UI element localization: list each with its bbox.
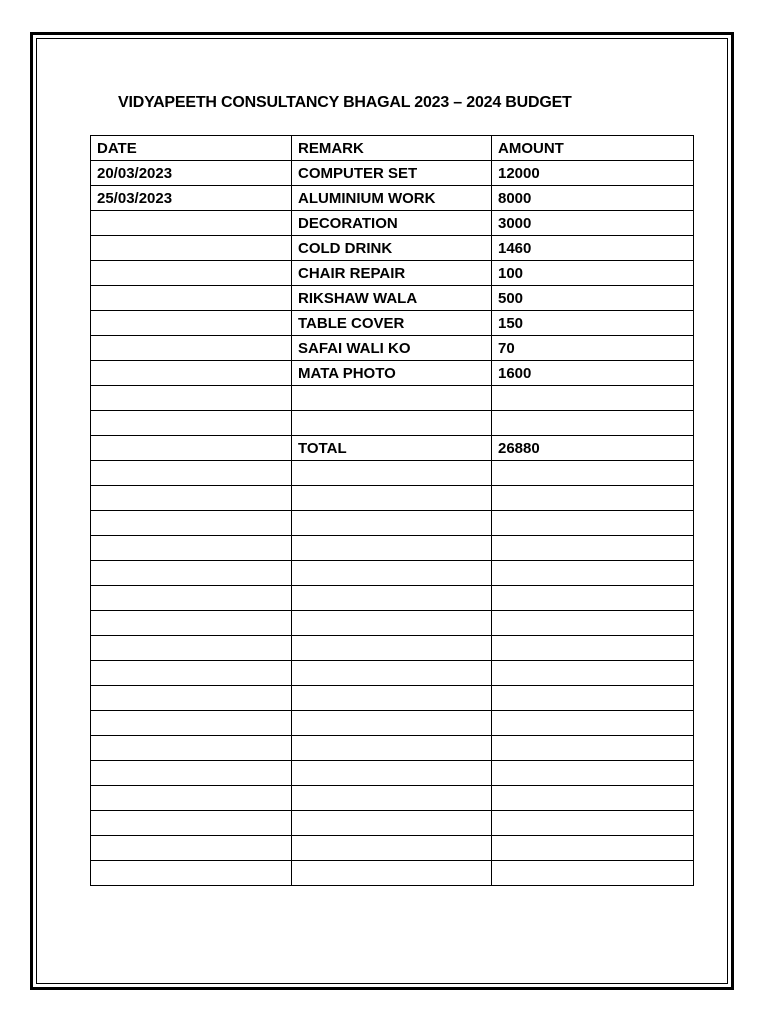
date-cell — [91, 386, 292, 411]
remark-cell: COMPUTER SET — [292, 161, 492, 186]
date-cell — [91, 711, 292, 736]
date-cell — [91, 286, 292, 311]
table-row — [91, 811, 694, 836]
remark-cell — [292, 661, 492, 686]
amount-cell: 8000 — [492, 186, 694, 211]
table-row — [91, 211, 694, 236]
budget-table-body — [91, 136, 694, 886]
amount-cell: 26880 — [492, 436, 694, 461]
table-row — [91, 311, 694, 336]
date-cell — [91, 586, 292, 611]
amount-cell: 100 — [492, 261, 694, 286]
date-cell — [91, 436, 292, 461]
header-remark: REMARK — [292, 136, 492, 161]
amount-cell — [492, 736, 694, 761]
amount-cell — [492, 861, 694, 886]
date-cell: 20/03/2023 — [91, 161, 292, 186]
date-cell — [91, 211, 292, 236]
date-cell — [91, 811, 292, 836]
amount-cell: 500 — [492, 286, 694, 311]
table-row — [91, 511, 694, 536]
amount-cell — [492, 836, 694, 861]
remark-cell: TABLE COVER — [292, 311, 492, 336]
date-cell — [91, 786, 292, 811]
date-cell — [91, 536, 292, 561]
date-cell — [91, 736, 292, 761]
date-cell — [91, 636, 292, 661]
amount-cell — [492, 686, 694, 711]
remark-cell — [292, 811, 492, 836]
amount-cell — [492, 486, 694, 511]
table-row — [91, 611, 694, 636]
table-row — [91, 861, 694, 886]
date-cell — [91, 686, 292, 711]
remark-cell — [292, 536, 492, 561]
amount-cell — [492, 711, 694, 736]
document-title: VIDYAPEETH CONSULTANCY BHAGAL 2023 – 2024 BUDGET — [118, 94, 572, 111]
table-row — [91, 186, 694, 211]
table-row — [91, 786, 694, 811]
remark-cell — [292, 561, 492, 586]
remark-cell — [292, 836, 492, 861]
date-cell — [91, 411, 292, 436]
amount-cell: 12000 — [492, 161, 694, 186]
table-row — [91, 686, 694, 711]
budget-table — [90, 135, 694, 886]
table-header-row — [91, 136, 694, 161]
remark-cell — [292, 736, 492, 761]
date-cell: 25/03/2023 — [91, 186, 292, 211]
table-row — [91, 386, 694, 411]
date-cell — [91, 611, 292, 636]
amount-cell — [492, 661, 694, 686]
table-row — [91, 436, 694, 461]
remark-cell — [292, 386, 492, 411]
remark-cell: TOTAL — [292, 436, 492, 461]
table-row — [91, 736, 694, 761]
amount-cell — [492, 786, 694, 811]
remark-cell: RIKSHAW WALA — [292, 286, 492, 311]
header-date: DATE — [91, 136, 292, 161]
table-row — [91, 586, 694, 611]
remark-cell — [292, 511, 492, 536]
table-row — [91, 661, 694, 686]
remark-cell: COLD DRINK — [292, 236, 492, 261]
amount-cell — [492, 811, 694, 836]
amount-cell: 3000 — [492, 211, 694, 236]
amount-cell — [492, 461, 694, 486]
remark-cell: SAFAI WALI KO — [292, 336, 492, 361]
amount-cell — [492, 561, 694, 586]
table-row — [91, 636, 694, 661]
date-cell — [91, 836, 292, 861]
table-row — [91, 261, 694, 286]
date-cell — [91, 861, 292, 886]
table-row — [91, 336, 694, 361]
table-row — [91, 161, 694, 186]
table-row — [91, 236, 694, 261]
remark-cell — [292, 586, 492, 611]
date-cell — [91, 761, 292, 786]
date-cell — [91, 336, 292, 361]
table-row — [91, 536, 694, 561]
remark-cell: CHAIR REPAIR — [292, 261, 492, 286]
date-cell — [91, 486, 292, 511]
remark-cell — [292, 636, 492, 661]
amount-cell — [492, 761, 694, 786]
date-cell — [91, 361, 292, 386]
amount-cell — [492, 586, 694, 611]
date-cell — [91, 236, 292, 261]
amount-cell — [492, 511, 694, 536]
table-row — [91, 461, 694, 486]
amount-cell — [492, 411, 694, 436]
amount-cell: 150 — [492, 311, 694, 336]
table-row — [91, 486, 694, 511]
date-cell — [91, 511, 292, 536]
date-cell — [91, 661, 292, 686]
table-row — [91, 761, 694, 786]
amount-cell: 70 — [492, 336, 694, 361]
date-cell — [91, 311, 292, 336]
date-cell — [91, 561, 292, 586]
remark-cell — [292, 711, 492, 736]
amount-cell: 1460 — [492, 236, 694, 261]
amount-cell — [492, 611, 694, 636]
remark-cell — [292, 611, 492, 636]
remark-cell — [292, 461, 492, 486]
remark-cell: ALUMINIUM WORK — [292, 186, 492, 211]
remark-cell — [292, 786, 492, 811]
amount-cell — [492, 636, 694, 661]
remark-cell: DECORATION — [292, 211, 492, 236]
amount-cell — [492, 386, 694, 411]
remark-cell — [292, 761, 492, 786]
date-cell — [91, 261, 292, 286]
table-row — [91, 836, 694, 861]
header-amount: AMOUNT — [492, 136, 694, 161]
remark-cell — [292, 486, 492, 511]
table-row — [91, 411, 694, 436]
table-row — [91, 711, 694, 736]
table-row — [91, 361, 694, 386]
remark-cell — [292, 411, 492, 436]
table-row — [91, 286, 694, 311]
amount-cell: 1600 — [492, 361, 694, 386]
amount-cell — [492, 536, 694, 561]
remark-cell: MATA PHOTO — [292, 361, 492, 386]
date-cell — [91, 461, 292, 486]
table-row — [91, 561, 694, 586]
remark-cell — [292, 861, 492, 886]
remark-cell — [292, 686, 492, 711]
